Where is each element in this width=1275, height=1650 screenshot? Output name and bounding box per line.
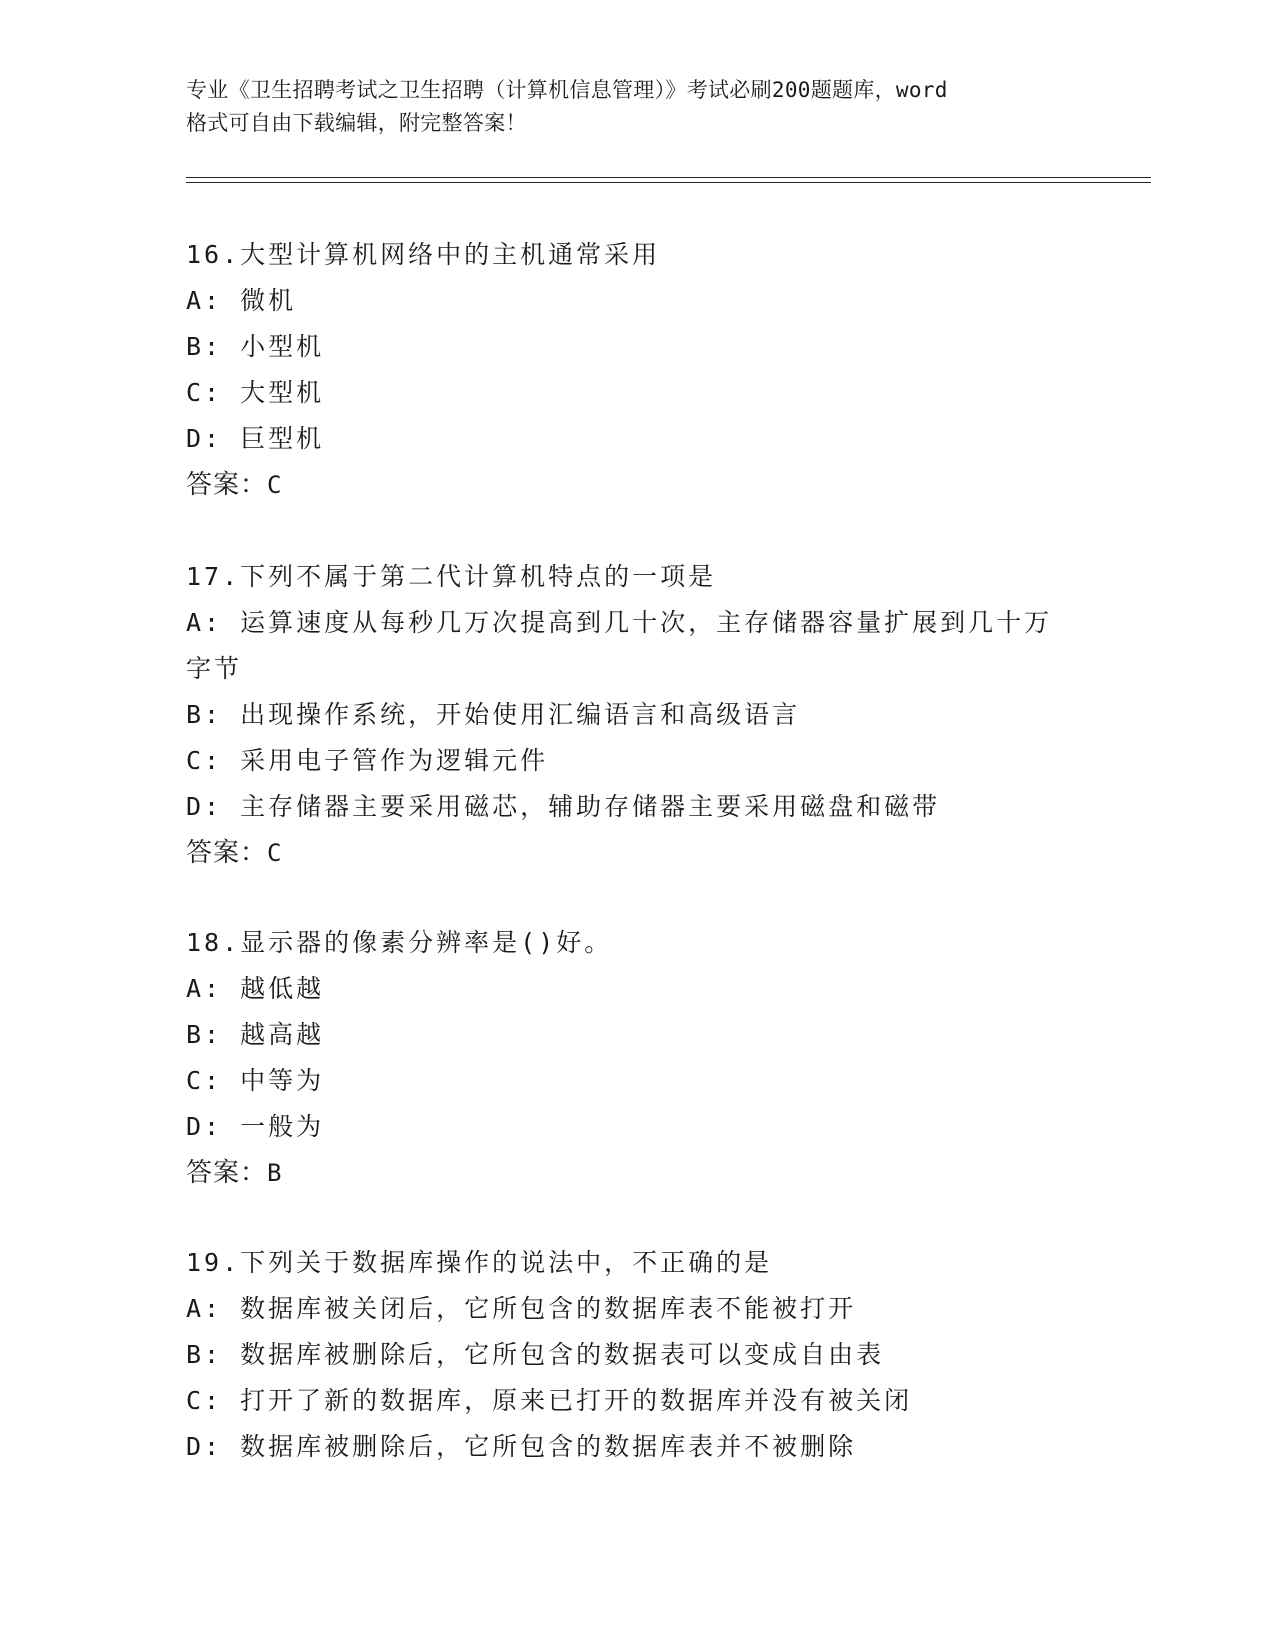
header-divider-top (186, 177, 1151, 178)
answer-line (186, 462, 1086, 508)
answer-value: C (267, 471, 283, 499)
option-d: D: 一般为 (186, 1112, 325, 1141)
option-a: A: 微机 (186, 286, 297, 315)
option-c: C: 大型机 (186, 378, 325, 407)
option-d: D: 巨型机 (186, 424, 325, 453)
answer-line (186, 830, 1086, 876)
header-line-2: 格式可自由下载编辑，附完整答案！ (186, 111, 527, 135)
question-16 (186, 232, 1086, 508)
question-stem: 18.显示器的像素分辨率是()好。 (186, 928, 613, 957)
option-d: D: 主存储器主要采用磁芯，辅助存储器主要采用磁盘和磁带 (186, 792, 941, 821)
answer-label: 答案： (186, 1158, 268, 1188)
option-d: D: 数据库被删除后，它所包含的数据库表并不被删除 (186, 1432, 857, 1461)
question-stem: 19.下列关于数据库操作的说法中，不正确的是 (186, 1248, 773, 1277)
header-divider-bottom (186, 182, 1151, 183)
header-line-1: 专业《卫生招聘考试之卫生招聘（计算机信息管理）》考试必刷200题题库，word (186, 78, 948, 102)
question-stem: 17.下列不属于第二代计算机特点的一项是 (186, 562, 717, 591)
answer-label: 答案： (186, 838, 268, 868)
answer-label: 答案： (186, 470, 268, 500)
option-c: C: 中等为 (186, 1066, 325, 1095)
question-stem: 16.大型计算机网络中的主机通常采用 (186, 240, 661, 269)
option-a: A: 越低越 (186, 974, 325, 1003)
answer-line (186, 1150, 1086, 1196)
option-a: A: 运算速度从每秒几万次提高到几十次，主存储器容量扩展到几十万字节 (186, 608, 1053, 683)
answer-value: B (267, 1159, 283, 1187)
answer-value: C (267, 839, 283, 867)
option-b: B: 数据库被删除后，它所包含的数据表可以变成自由表 (186, 1340, 885, 1369)
option-c: C: 采用电子管作为逻辑元件 (186, 746, 549, 775)
question-19 (186, 1240, 1086, 1470)
option-b: B: 出现操作系统，开始使用汇编语言和高级语言 (186, 700, 801, 729)
question-18 (186, 920, 1086, 1196)
option-b: B: 越高越 (186, 1020, 325, 1049)
option-a: A: 数据库被关闭后，它所包含的数据库表不能被打开 (186, 1294, 857, 1323)
option-b: B: 小型机 (186, 332, 325, 361)
document-header (186, 74, 1086, 140)
option-c: C: 打开了新的数据库，原来已打开的数据库并没有被关闭 (186, 1386, 913, 1415)
question-17 (186, 554, 1086, 876)
